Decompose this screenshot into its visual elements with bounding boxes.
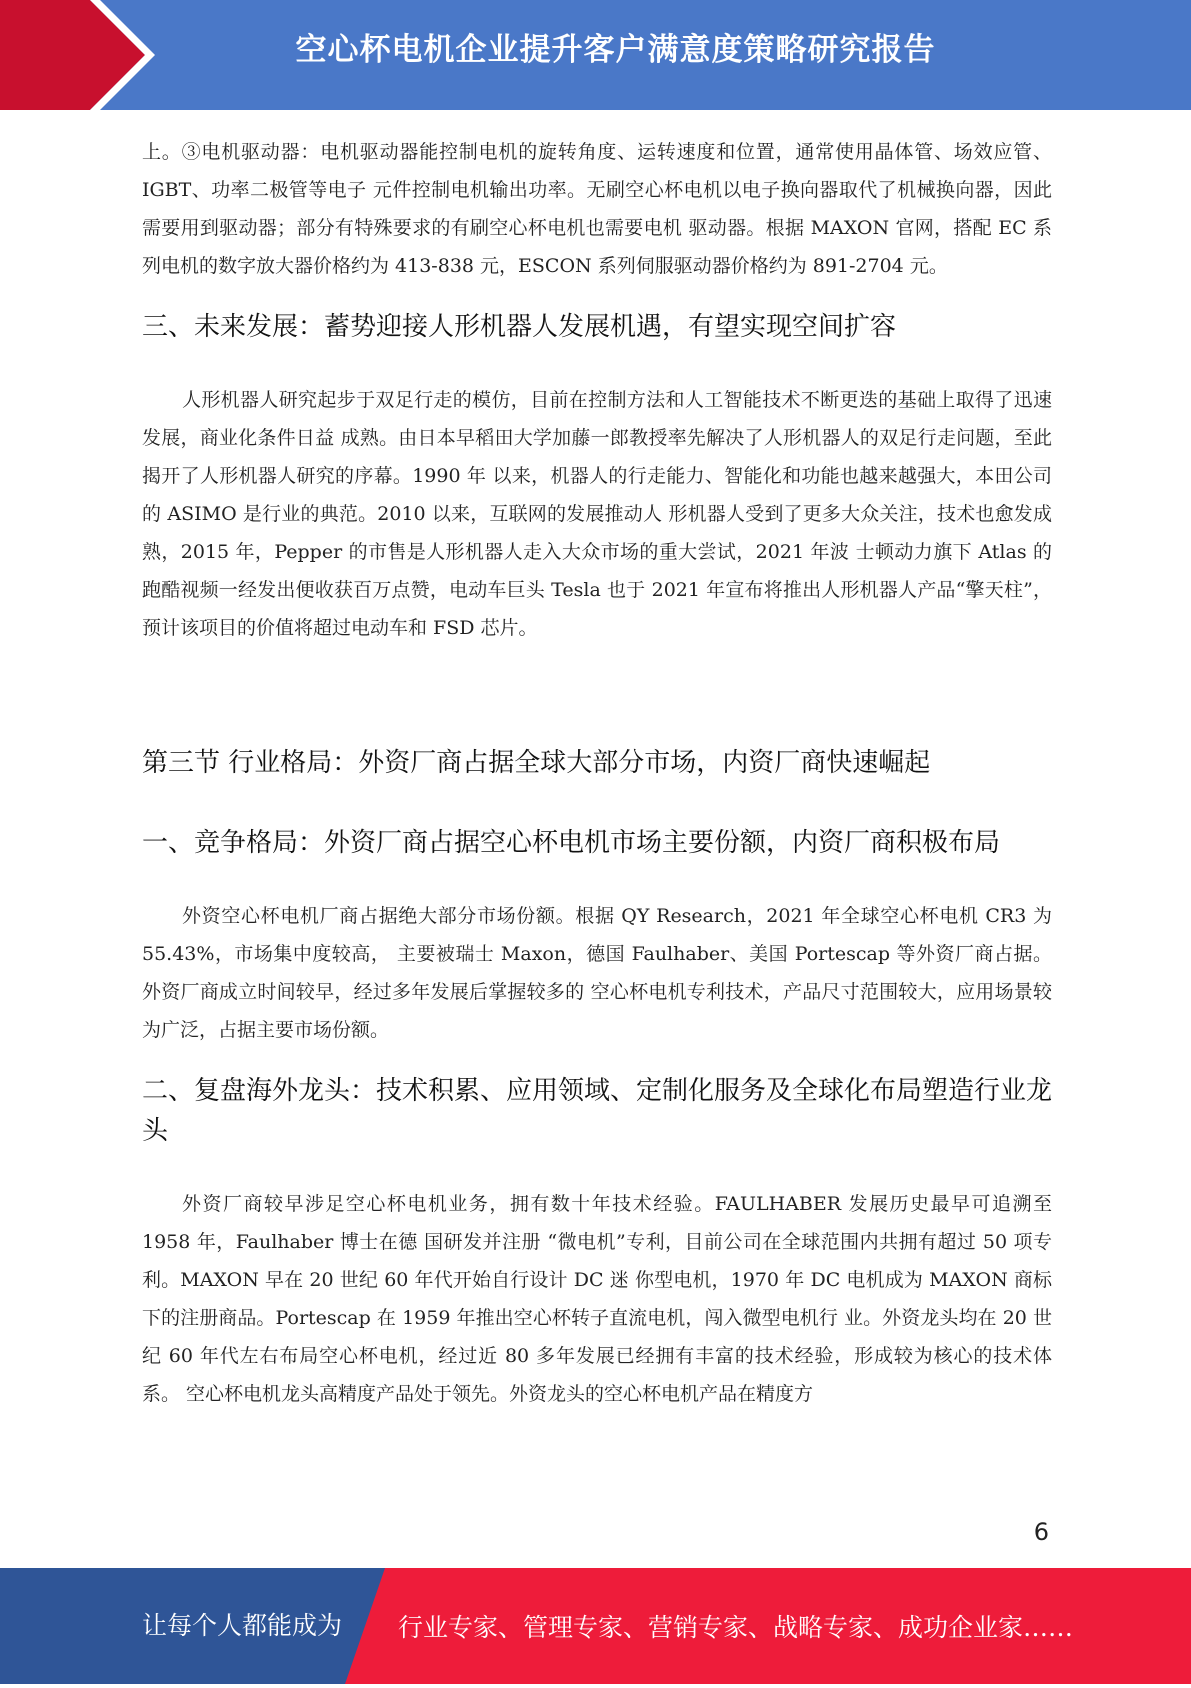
document-body bbox=[142, 133, 1052, 1413]
page-footer bbox=[0, 1568, 1191, 1684]
page-number: 6 bbox=[1033, 1518, 1049, 1546]
report-title: 空心杯电机企业提升客户满意度策略研究报告 bbox=[295, 32, 936, 68]
paragraph-motor-driver: 上。③电机驱动器：电机驱动器能控制电机的旋转角度、运转速度和位置，通常使用晶体管、场效应管、IGBT、功率二极管等电子 元件控制电机输出功率。无刷空心杯电机以电子换向器取代了机械换向器，因此需要用到驱动器；部分有特殊要求的有刷空心杯电机也需要电机 驱动器。根据 MAXON 官网，搭配 EC 系列电机的数字放大器价格约为 413-838 元，ESCON 系列伺服驱动器价格约为 891-2704 元。 bbox=[142, 141, 1052, 277]
paragraph-humanoid-robots: 人形机器人研究起步于双足行走的模仿，目前在控制方法和人工智能技术不断更迭的基础上取得了迅速发展，商业化条件日益 成熟。由日本早稻田大学加藤一郎教授率先解决了人形机器人的双足行走问题，至此揭开了人形机器人研究的序幕。1990 年 以来，机器人的行走能力、智能化和功能也越来越强大，本田公司的 ASIMO 是行业的典范。2010 以来，互联网的发展推动人 形机器人受到了更多大众关注，技术也愈发成熟，2015 年，Pepper 的市售是人形机器人走入大众市场的重大尝试，2021 年波 士顿动力旗下 Atlas 的跑酷视频一经发出便收获百万点赞，电动车巨头 Tesla 也于 2021 年宣布将推出人形机器人产品“擎天柱”， 预计该项目的价值将超过电动车和 FSD 芯片。 bbox=[142, 389, 1052, 639]
heading-future-development: 三、未来发展：蓄势迎接人形机器人发展机遇，有望实现空间扩容 bbox=[142, 312, 897, 342]
heading-overseas-leaders: 二、复盘海外龙头：技术积累、应用领域、定制化服务及全球化布局塑造行业龙头 bbox=[142, 1076, 1053, 1146]
footer-slogan-right: 行业专家、管理专家、营销专家、战略专家、成功企业家…… bbox=[398, 1613, 1074, 1642]
heading-competition: 一、竞争格局：外资厂商占据空心杯电机市场主要份额，内资厂商积极布局 bbox=[142, 828, 1001, 858]
footer-slogan-left: 让每个人都能成为 bbox=[142, 1611, 343, 1640]
heading-section-3: 第三节 行业格局：外资厂商占据全球大部分市场，内资厂商快速崛起 bbox=[142, 748, 931, 778]
paragraph-foreign-share: 外资空心杯电机厂商占据绝大部分市场份额。根据 QY Research，2021 年全球空心杯电机 CR3 为 55.43%，市场集中度较高， 主要被瑞士 Maxon，德国 Faulhaber、美国 Portescap 等外资厂商占据。外资厂商成立时间较早，经过多年发展后掌握较多的 空心杯电机专利技术，产品尺寸范围较大，应用场景较为广泛，占据主要市场份额。 bbox=[142, 905, 1052, 1041]
header-arrow-decoration bbox=[0, 0, 160, 110]
paragraph-technical-experience: 外资厂商较早涉足空心杯电机业务，拥有数十年技术经验。FAULHABER 发展历史最早可追溯至 1958 年，Faulhaber 博士在德 国研发并注册 “微电机”专利，目前公司在全球范围内共拥有超过 50 项专利。MAXON 早在 20 世纪 60 年代开始自行设计 DC 迷 你型电机，1970 年 DC 电机成为 MAXON 商标下的注册商品。Portescap 在 1959 年推出空心杯转子直流电机，闯入微型电机行 业。外资龙头均在 20 世纪 60 年代左右布局空心杯电机，经过近 80 多年发展已经拥有丰富的技术经验，形成较为核心的技术体 系。 空心杯电机龙头高精度产品处于领先。外资龙头的空心杯电机产品在精度方 bbox=[142, 1193, 1052, 1405]
page-header bbox=[0, 0, 1191, 110]
